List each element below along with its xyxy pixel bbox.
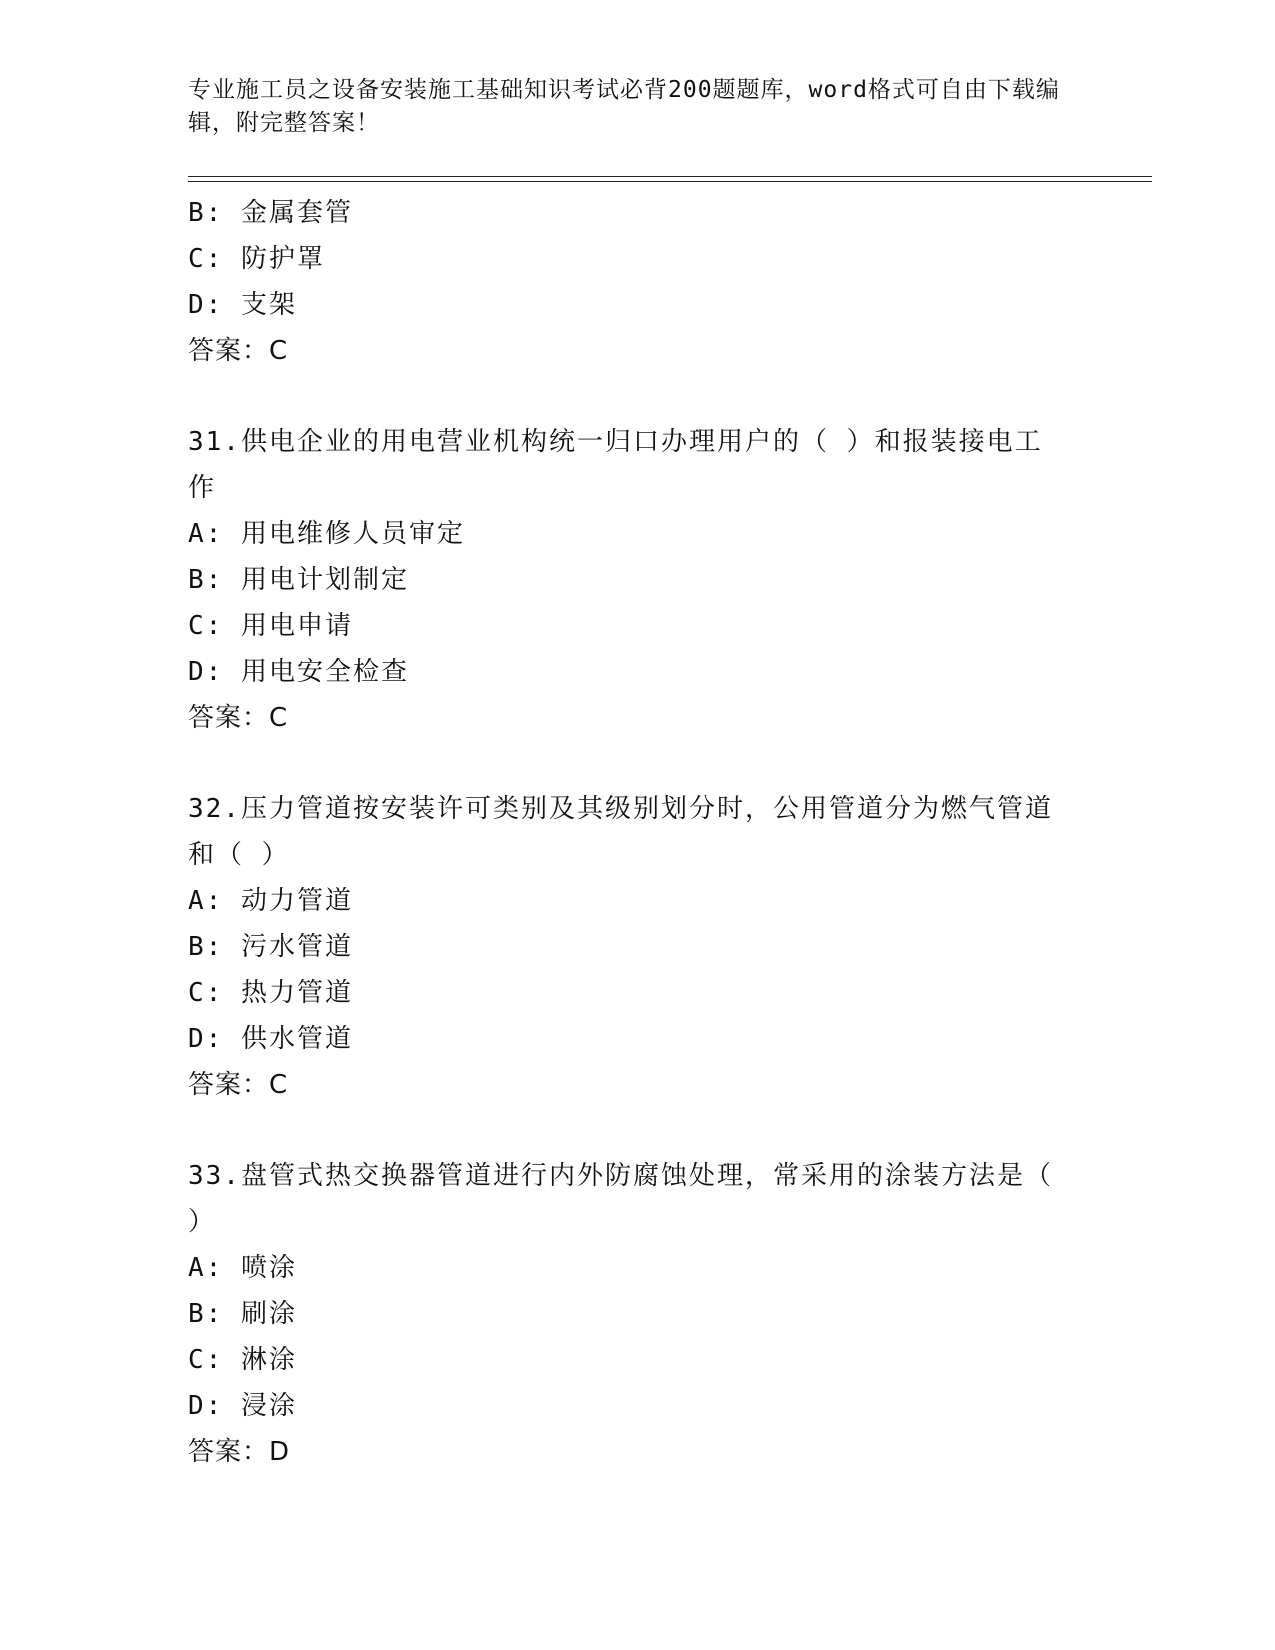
option-b: B: 金属套管 bbox=[188, 198, 353, 228]
document-header: 专业施工员之设备安装施工基础知识考试必背200题题库，word格式可自由下载编辑，附完整答案！ bbox=[188, 77, 1060, 136]
option-b: B: 用电计划制定 bbox=[188, 565, 409, 595]
option-a: A: 喷涂 bbox=[188, 1253, 297, 1283]
option-d: D: 支架 bbox=[188, 290, 297, 320]
question-stem: 32.压力管道按安装许可类别及其级别划分时，公用管道分为燃气管道和（ ） bbox=[188, 794, 1053, 870]
header-divider-bottom bbox=[188, 181, 1152, 182]
option-b: B: 刷涂 bbox=[188, 1299, 297, 1329]
spacer bbox=[188, 1108, 1068, 1153]
option-d: D: 用电安全检查 bbox=[188, 657, 409, 687]
answer-line: 答案：D bbox=[188, 1437, 291, 1467]
question-block-31 bbox=[188, 419, 1068, 741]
answer-line: 答案：C bbox=[188, 1070, 289, 1100]
option-c: C: 淋涂 bbox=[188, 1345, 297, 1375]
question-list bbox=[188, 190, 1068, 1475]
option-a: A: 动力管道 bbox=[188, 886, 353, 916]
answer-line: 答案：C bbox=[188, 336, 289, 366]
spacer bbox=[188, 374, 1068, 419]
option-c: C: 热力管道 bbox=[188, 978, 353, 1008]
answer-line: 答案：C bbox=[188, 703, 289, 733]
option-d: D: 供水管道 bbox=[188, 1024, 353, 1054]
header-divider-top bbox=[188, 176, 1152, 177]
question-block-prev bbox=[188, 190, 1068, 374]
question-block-32 bbox=[188, 786, 1068, 1108]
spacer bbox=[188, 741, 1068, 786]
option-c: C: 防护罩 bbox=[188, 244, 325, 274]
option-a: A: 用电维修人员审定 bbox=[188, 519, 465, 549]
option-b: B: 污水管道 bbox=[188, 932, 353, 962]
question-stem: 31.供电企业的用电营业机构统一归口办理用户的（ ）和报装接电工作 bbox=[188, 427, 1043, 503]
option-c: C: 用电申请 bbox=[188, 611, 353, 641]
option-d: D: 浸涂 bbox=[188, 1391, 297, 1421]
question-stem: 33.盘管式热交换器管道进行内外防腐蚀处理，常采用的涂装方法是（ ） bbox=[188, 1161, 1053, 1237]
question-block-33 bbox=[188, 1153, 1068, 1475]
